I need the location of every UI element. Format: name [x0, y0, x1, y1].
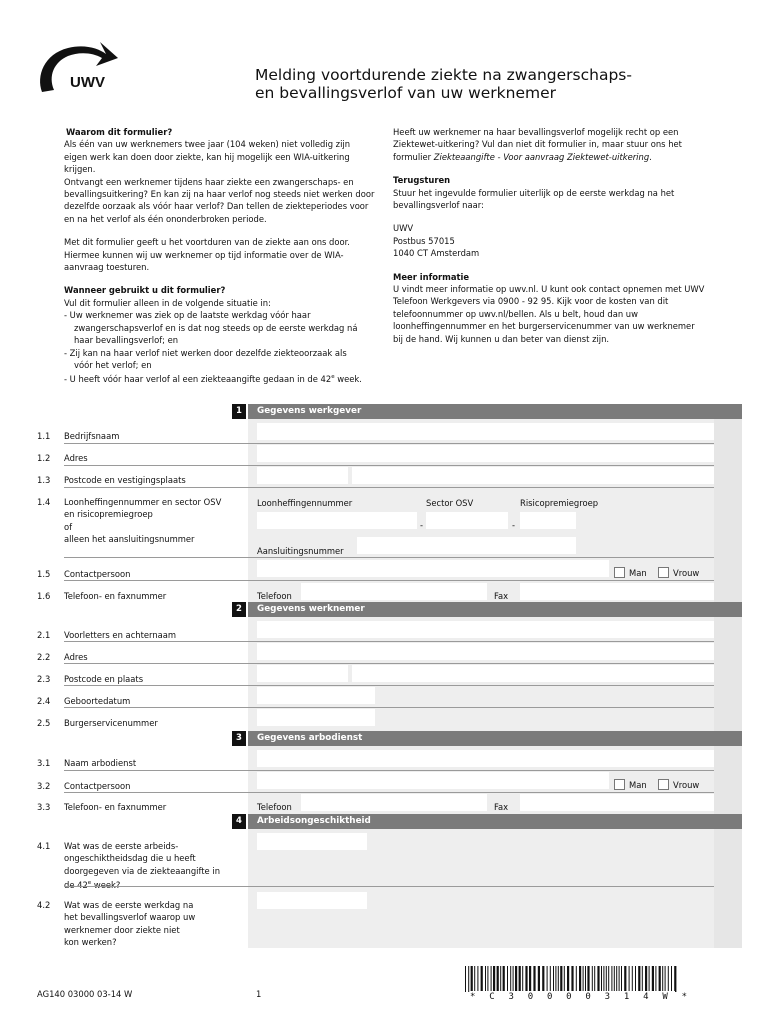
section-title: Gegevens werknemer [257, 604, 365, 614]
employer-postcode-input[interactable] [257, 467, 348, 484]
more-info-paragraph: U vindt meer informatie op uwv.nl. U kunt ook contact opnemen met UWV Telefoon Werkgevers via 0900 - 92 95. Kijk voor de kosten van dit telefoonnummer op uwv.nl/bellen. Als u belt, houd dan uw loonheffingennummer en het burgerservicenummer van uw werknemer bij de hand. Wij kunnen u dan beter van dienst zijn. [393, 284, 705, 344]
sector-osv-label: Sector OSV [426, 498, 474, 508]
barcode-bar [674, 966, 676, 992]
row-number: 1.4 [37, 497, 51, 507]
barcode-bar [655, 966, 656, 992]
employer-phone-input[interactable] [301, 583, 487, 600]
barcode-bar [550, 966, 551, 992]
barcode-bar [553, 966, 554, 992]
row-number: 2.1 [37, 630, 51, 640]
row-number: 1.3 [37, 475, 51, 485]
barcode-bar [564, 966, 565, 992]
row-label: Burgerservicenummer [64, 718, 158, 728]
aansluitingsnummer-input[interactable] [357, 537, 576, 554]
row-number: 3.1 [37, 758, 51, 768]
title-line-1: Melding voortdurende ziekte na zwangerschaps- [255, 66, 632, 84]
barcode-bar [555, 966, 556, 992]
barcode-bar [611, 966, 612, 992]
section-title: Gegevens werkgever [257, 406, 362, 416]
row-label: Wat was de eerste arbeids- ongeschiktheidsdag die u heeft doorgegeven via de ziekteaangifte in $^e$ [64, 841, 220, 887]
barcode-bar [665, 966, 666, 992]
row-label: Telefoon- en faxnummer [64, 591, 167, 601]
barcode-bar [585, 966, 586, 992]
section-2-header [236, 602, 742, 617]
section-title: Arbeidsongeschiktheid [257, 816, 371, 826]
section-number: 1 [232, 404, 246, 419]
when-item: - Zij kan na haar verlof niet werken door dezelfde ziekteoorzaak als vóór het verlof; en [64, 347, 347, 370]
row-divider [64, 487, 714, 488]
row-divider [64, 557, 714, 558]
employer-address-input[interactable] [257, 445, 714, 462]
barcode-bar [671, 966, 672, 992]
why-heading: Waarom dit formulier? [66, 127, 173, 137]
arbodienst-contact-input[interactable] [257, 772, 609, 789]
arbodienst-phone-input[interactable] [301, 794, 487, 811]
uwv-logo [34, 40, 118, 100]
address-line: Postbus 57015 [393, 235, 455, 246]
row-divider [64, 886, 714, 887]
barcode-bar [560, 966, 562, 992]
barcode-bar [587, 966, 589, 992]
row-divider [64, 792, 714, 793]
barcode-bar [485, 966, 486, 992]
why-paragraph-1: Als één van uw werknemers twee jaar (104 weken) niet volledig zijn eigen werk kan doen door ziekte, kan hij mogelijk een WIA-uitkering krijgen. [64, 139, 351, 175]
section-1-header [236, 404, 742, 419]
sector-osv-input[interactable] [426, 512, 508, 529]
address-line: UWV [393, 223, 414, 234]
page-title [255, 66, 632, 102]
barcode-bar [558, 966, 559, 992]
phone-label: Telefoon [257, 802, 292, 812]
bsn-input[interactable] [257, 709, 375, 726]
barcode-bar [603, 966, 604, 992]
row-number: 2.4 [37, 696, 51, 706]
arbodienst-gender-man-checkbox[interactable]: Man [614, 779, 647, 791]
form-margin-strip [714, 404, 742, 948]
arbodienst-name-input[interactable] [257, 750, 714, 767]
page-number: 1 [256, 989, 262, 999]
employee-city-input[interactable] [352, 665, 714, 682]
aansluitingsnummer-label: Aansluitingsnummer [257, 546, 344, 556]
fax-label: Fax [494, 591, 509, 601]
gender-vrouw-checkbox[interactable]: Vrouw [658, 567, 699, 579]
birthdate-input[interactable] [257, 687, 375, 704]
intro-left-column [64, 126, 375, 386]
arbodienst-gender-vrouw-checkbox[interactable]: Vrouw [658, 779, 699, 791]
barcode-text: * C 3 0 0 0 0 3 1 4 W * [470, 992, 692, 1002]
employee-postcode-input[interactable] [257, 665, 348, 682]
phone-label: Telefoon [257, 591, 292, 601]
row-number: 4.2 [37, 900, 51, 910]
row-divider [64, 443, 714, 444]
barcode-bar [616, 966, 617, 992]
barcode-bar [614, 966, 615, 992]
barcode-bar [659, 966, 661, 992]
barcode-bar [510, 966, 511, 992]
row-label: Voorletters en achternaam [64, 630, 177, 640]
row-number: 2.5 [37, 718, 51, 728]
barcode-bar [525, 966, 527, 992]
row-number: 1.1 [37, 431, 51, 441]
row-divider [64, 663, 714, 664]
risicopremiegroep-input[interactable] [520, 512, 576, 529]
why-paragraph-3: Met dit formulier geeft u het voortduren van de ziekte aan ons door. Hiermee kunnen wij uw werknemer op tijd informatie over de WIA-aanvraag toesturen. [64, 237, 350, 273]
barcode-bar [468, 966, 469, 992]
row-divider [64, 770, 714, 771]
barcode-bar [635, 966, 636, 992]
barcode-bar [519, 966, 521, 992]
barcode-bar [503, 966, 505, 992]
barcode-bar [629, 966, 630, 992]
first-workday-after-leave-input[interactable] [257, 892, 367, 909]
row-label: Naam arbodienst [64, 758, 137, 768]
company-name-input[interactable] [257, 423, 714, 440]
barcode-bar [579, 966, 581, 992]
ziektewet-paragraph: Heeft uw werknemer na haar bevallingsverlof mogelijk recht op een Ziektewet-uitkering? Vul dan niet dit formulier in, maar stuur ons het formulier Ziekteaangifte - Voor aanvraag Ziektewet-uitkering. [393, 127, 682, 162]
employer-fax-input[interactable] [520, 583, 714, 600]
when-heading: Wanneer gebruikt u dit formulier? [64, 285, 226, 296]
barcode-bar [649, 966, 650, 992]
address-line: 1040 CT Amsterdam [393, 248, 480, 259]
return-heading: Terugsturen [393, 175, 451, 186]
barcode-bar [491, 966, 492, 992]
barcode-bar [642, 966, 643, 992]
employer-city-input[interactable] [352, 467, 714, 484]
barcode-bar [583, 966, 584, 992]
loonheffingennummer-input[interactable] [257, 512, 417, 529]
row-divider [64, 641, 714, 642]
row-divider [64, 465, 714, 466]
barcode-bar [608, 966, 609, 992]
row-number: 1.2 [37, 453, 51, 463]
barcode-bar [522, 966, 523, 992]
section-4-header [236, 814, 742, 829]
risicopremiegroep-label: Risicopremiegroep [520, 498, 599, 508]
barcode-bar [606, 966, 607, 992]
intro-right-column [393, 126, 705, 345]
row-label: Bedrijfsnaam [64, 431, 120, 441]
first-sick-day-input[interactable] [257, 833, 367, 850]
barcode-bar [601, 966, 602, 992]
row-label: Contactpersoon [64, 569, 131, 579]
barcode-bar [632, 966, 633, 992]
barcode-bar [481, 966, 483, 992]
barcode-bar [624, 966, 626, 992]
barcode-bar [621, 966, 622, 992]
row-label: Postcode en vestigingsplaats [64, 475, 186, 485]
when-item: - U heeft vóór haar verlof al een ziekteaangifte gedaan in de 42e week. [64, 374, 362, 385]
row-number: 3.3 [37, 802, 51, 812]
row-label: Contactpersoon [64, 781, 131, 791]
row-number: 2.2 [37, 652, 51, 662]
barcode-bar [652, 966, 654, 992]
section-3-header [236, 731, 742, 746]
barcode-bar [662, 966, 663, 992]
barcode-bar [668, 966, 669, 992]
barcode-bar [576, 966, 577, 992]
barcode-bar [507, 966, 508, 992]
barcode-bar [513, 966, 514, 992]
section-number: 3 [232, 731, 246, 746]
loonheffingennummer-label: Loonheffingennummer [257, 498, 353, 508]
dash: - [420, 520, 424, 530]
barcode-bar [567, 966, 569, 992]
why-paragraph-2: Ontvangt een werknemer tijdens haar ziekte een zwangerschaps- en bevallingsuitkering? En kan zij na haar verlof nog steeds niet werken door dezelfde oorzaak als vóór haar verlof? Dan tellen de ziekteperiodes voor en na het verlof als één ononderbroken periode. [64, 176, 375, 224]
barcode-bar [497, 966, 499, 992]
employee-address-input[interactable] [257, 643, 714, 660]
barcode-bar [515, 966, 517, 992]
barcode-bar [592, 966, 593, 992]
row-number: 2.3 [37, 674, 51, 684]
arbodienst-fax-input[interactable] [520, 794, 714, 811]
row-number: 1.5 [37, 569, 51, 579]
logo-text: UWV [70, 74, 105, 91]
barcode-bar [597, 966, 599, 992]
barcode-bar [500, 966, 501, 992]
barcode-bar [493, 966, 495, 992]
gender-man-checkbox[interactable]: Man [614, 567, 647, 579]
row-label: Adres [64, 453, 88, 463]
barcode-bar [542, 966, 544, 992]
barcode-bar [529, 966, 531, 992]
barcode-bar [638, 966, 640, 992]
barcode-bar [533, 966, 535, 992]
fax-label: Fax [494, 802, 509, 812]
row-number: 3.2 [37, 781, 51, 791]
barcode-bar [619, 966, 620, 992]
row-label: Postcode en plaats [64, 674, 144, 684]
row-number: 1.6 [37, 591, 51, 601]
row-label: Wat was de eerste werkdag na het bevallingsverlof waarop uw werknemer door ziekte niet kon werken? [64, 900, 196, 948]
barcode-bar [471, 966, 473, 992]
barcode-bar [538, 966, 540, 992]
more-info-heading: Meer informatie [393, 271, 470, 282]
section-number: 4 [232, 814, 246, 829]
when-list [64, 309, 364, 385]
barcode-bar [571, 966, 573, 992]
title-line-2: en bevallingsverlof van uw werknemer [255, 84, 557, 102]
row-label: Geboortedatum [64, 696, 131, 706]
barcode-bar [465, 966, 466, 992]
when-intro: Vul dit formulier alleen in de volgende situatie in: [64, 297, 271, 308]
barcode-bar [477, 966, 478, 992]
dash: - [512, 520, 516, 530]
row-label: Loonheffingennummer en sector OSV en risicopremiegroep of alleen het aansluitingsnummer [64, 497, 222, 545]
barcode-bar [547, 966, 548, 992]
employer-contact-input[interactable] [257, 560, 609, 577]
row-divider [64, 685, 714, 686]
section-title: Gegevens arbodienst [257, 733, 363, 743]
barcode-bar [474, 966, 475, 992]
barcode-bar [645, 966, 647, 992]
when-item: - Uw werknemer was ziek op de laatste werkdag vóór haar zwangerschapsverlof en is dat nog steeds op de eerste werkdag ná haar bevallingsverlof; en [64, 310, 358, 346]
barcode-bar [594, 966, 595, 992]
row-divider [64, 580, 714, 581]
employee-name-input[interactable] [257, 621, 714, 638]
row-label: Adres [64, 652, 88, 662]
row-divider [64, 707, 714, 708]
row-number: 4.1 [37, 841, 51, 851]
row-label: Telefoon- en faxnummer [64, 802, 167, 812]
barcode-bar [487, 966, 488, 992]
section-number: 2 [232, 602, 246, 617]
form-code: AG140 03000 03-14 W [37, 989, 133, 999]
return-paragraph: Stuur het ingevulde formulier uiterlijk op de eerste werkdag na het bevallingsverlof naar: [393, 187, 675, 211]
